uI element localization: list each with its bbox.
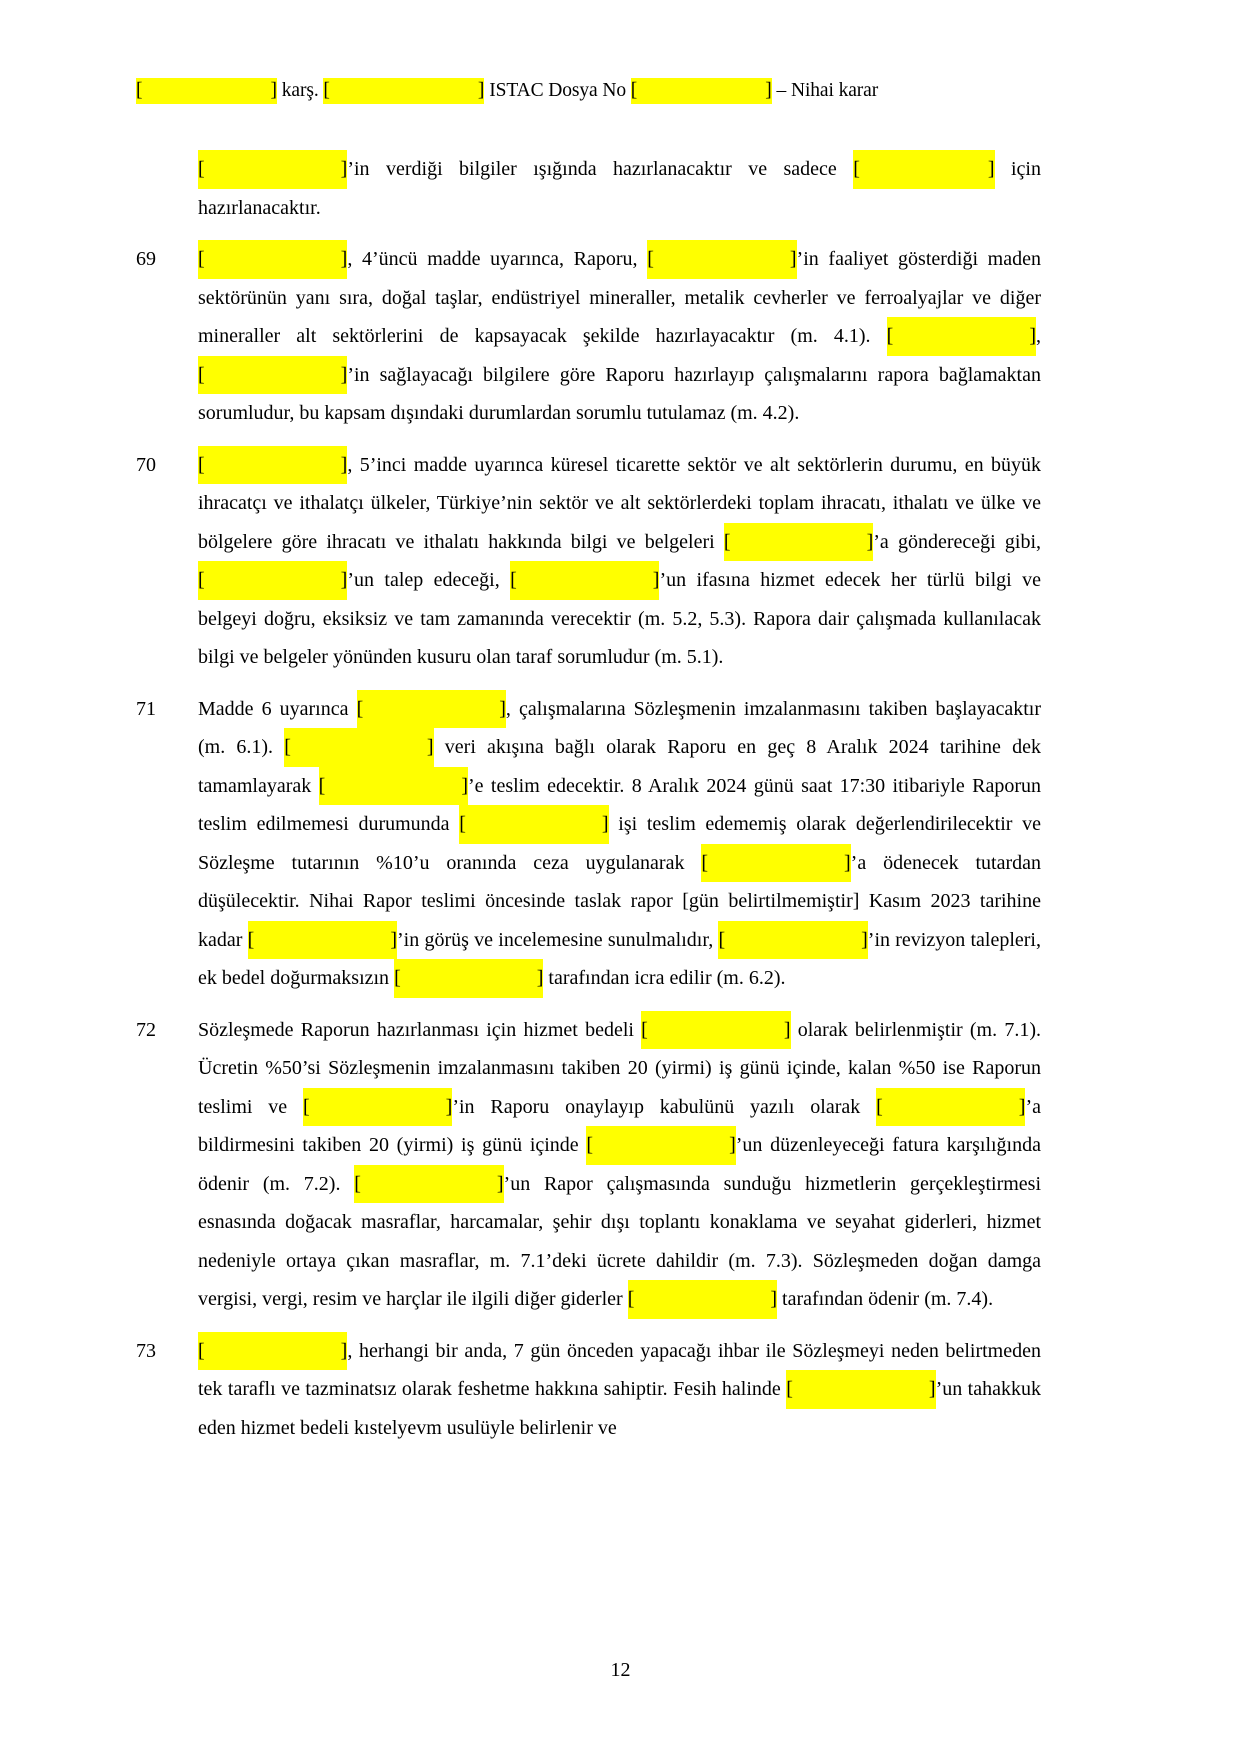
paragraph-text: ’in revizyon talepleri, ek bedel doğurmaksızın bbox=[198, 928, 1041, 989]
redacted-text: [ ] bbox=[701, 844, 850, 883]
running-header bbox=[136, 78, 1041, 104]
redacted-text: [ ] bbox=[853, 150, 994, 189]
paragraph-text: ’un Rapor çalışmasında sunduğu hizmetlerin gerçekleştirmesi esnasında doğacak masraflar, harcamalar, şehir dışı toplantı konaklama ve seyahat giderleri, hizmet nedeniyle ortaya çıkan masraflar, m. 7.1’deki ücrete dahildir (m. 7.3). Sözleşmeden doğan damga vergisi, vergi, resim ve harçlar ile ilgili diğer giderler bbox=[198, 1172, 1041, 1310]
paragraph-text: ’a göndereceği gibi, bbox=[873, 530, 1041, 553]
paragraph-text: karş. bbox=[277, 80, 324, 101]
paragraph-text: , bbox=[1036, 325, 1041, 347]
redacted-text: [ ] bbox=[198, 1332, 347, 1371]
redacted-text: [ ] bbox=[394, 959, 543, 998]
redacted-text: [ ] bbox=[198, 446, 347, 485]
paragraph-text: ’in faaliyet gösterdiği maden sektörünün yanı sıra, doğal taşlar, endüstriyel mineraller, metalik cevherler ve ferroalyajlar ve diğer mineraller alt sektörlerini de kapsayacak şekilde hazırlayacaktır (m. 4.1). bbox=[198, 248, 1041, 347]
paragraph-text: tarafından ödenir (m. 7.4). bbox=[777, 1288, 994, 1310]
paragraph-text: Madde 6 uyarınca bbox=[198, 697, 357, 720]
redacted-text: [ ] bbox=[647, 240, 796, 279]
redacted-text: [ ] bbox=[876, 1088, 1025, 1127]
redacted-text: [ ] bbox=[628, 1280, 777, 1319]
paragraph-text: ’a bildirmesini takiben 20 (yirmi) iş günü içinde bbox=[198, 1095, 1041, 1156]
paragraph-body bbox=[198, 446, 1041, 677]
paragraph-text: ’a ödenecek tutardan düşülecektir. Nihai Rapor teslimi öncesinde taslak rapor [gün belirtilmemiştir] Kasım 2023 tarihine kadar bbox=[198, 851, 1041, 951]
paragraph-number: 72 bbox=[136, 1018, 156, 1041]
paragraph-body bbox=[198, 1332, 1041, 1448]
redacted-text: [ ] bbox=[323, 78, 484, 104]
redacted-text: [ ] bbox=[319, 767, 468, 806]
redacted-text: [ ] bbox=[354, 1165, 503, 1204]
redacted-text: [ ] bbox=[284, 728, 433, 767]
paragraph-body bbox=[198, 690, 1041, 998]
redacted-text: [ ] bbox=[586, 1126, 735, 1165]
paragraph-number: 69 bbox=[136, 248, 156, 270]
paragraph-text: ’un ifasına hizmet edecek her türlü bilgi ve belgeyi doğru, eksiksiz ve tam zamanında verecektir (m. 5.2, 5.3). Rapora dair çalışmada kullanılacak bilgi ve belgeler yönünden kusuru olan taraf sorumludur (m. 5.1). bbox=[198, 569, 1041, 668]
paragraph-number: 71 bbox=[136, 697, 156, 720]
redacted-text: [ ] bbox=[631, 78, 772, 104]
paragraph-body bbox=[198, 240, 1041, 433]
redacted-text: [ ] bbox=[198, 240, 347, 279]
paragraph-text: işi teslim edememiş olarak değerlendirilecektir ve Sözleşme tutarının %10’u oranında ceza uygulanarak bbox=[198, 813, 1042, 874]
redacted-text: [ ] bbox=[303, 1088, 452, 1127]
paragraph-text: Sözleşmede Raporun hazırlanması için hizmet bedeli bbox=[198, 1018, 642, 1041]
paragraph-text: , 4’üncü madde uyarınca, Raporu, bbox=[347, 248, 648, 270]
paragraph-text: ISTAC Dosya No bbox=[484, 80, 631, 101]
paragraph-text: , 5’inci madde uyarınca küresel ticarette sektör ve alt sektörlerin durumu, en büyük ihracatçı ve ithalatçı ülkeler, Türkiye’nin sektör ve alt sektörlerdeki toplam ihracatı, ithalatı ve ülke ve bölgelere göre ihracatı ve ithalatı hakkında bilgi ve belgeleri bbox=[198, 453, 1041, 553]
paragraph-body bbox=[198, 150, 1041, 227]
page-number: 12 bbox=[610, 1659, 631, 1681]
paragraph-body bbox=[198, 1011, 1041, 1319]
redacted-text: [ ] bbox=[786, 1370, 935, 1409]
paragraph-text: ’in Raporu onaylayıp kabulünü yazılı olarak bbox=[452, 1095, 877, 1118]
redacted-text: [ ] bbox=[248, 921, 397, 960]
redacted-text: [ ] bbox=[357, 690, 506, 729]
redacted-text: [ ] bbox=[198, 150, 347, 189]
paragraph bbox=[136, 1332, 1041, 1448]
paragraph-text: ’in görüş ve incelemesine sunulmalıdır, bbox=[397, 928, 719, 951]
redacted-text: [ ] bbox=[198, 356, 347, 395]
paragraph-text: ’un talep edeceği, bbox=[347, 569, 511, 591]
paragraph-text: ’in verdiği bilgiler ışığında hazırlanacaktır ve sadece bbox=[347, 158, 854, 180]
paragraph-text: tarafından icra edilir (m. 6.2). bbox=[543, 967, 786, 989]
paragraph bbox=[136, 240, 1041, 433]
redacted-text: [ ] bbox=[510, 561, 659, 600]
paragraph-number: 70 bbox=[136, 453, 156, 476]
redacted-text: [ ] bbox=[724, 523, 873, 562]
redacted-text: [ ] bbox=[641, 1011, 790, 1050]
paragraph-text: , herhangi bir anda, 7 gün önceden yapacağı ihbar ile Sözleşmeyi neden belirtmeden tek taraflı ve tazminatsız olarak feshetme hakkına sahiptir. Fesih halinde bbox=[198, 1339, 1041, 1400]
paragraph-text: ’e teslim edecektir. 8 Aralık 2024 günü saat 17:30 itibariyle Raporun teslim edilmemesi durumunda bbox=[198, 774, 1041, 835]
paragraph-text: veri akışına bağlı olarak Raporu en geç 8 Aralık 2024 tarihine dek tamamlayarak bbox=[198, 736, 1041, 797]
paragraph bbox=[136, 446, 1041, 677]
paragraph bbox=[136, 1011, 1041, 1319]
paragraph-text: olarak belirlenmiştir (m. 7.1). Ücretin %50’si Sözleşmenin imzalanmasını takiben 20 (yirmi) iş günü içinde, kalan %50 ise Raporun teslimi ve bbox=[198, 1018, 1041, 1118]
redacted-text: [ ] bbox=[887, 317, 1036, 356]
paragraph-text: ’un tahakkuk eden hizmet bedeli kıstelyevm usulüyle belirlenir ve bbox=[198, 1378, 1041, 1439]
paragraph-text: , çalışmalarına Sözleşmenin imzalanmasını takiben başlayacaktır (m. 6.1). bbox=[198, 697, 1041, 758]
redacted-text: [ ] bbox=[459, 805, 608, 844]
paragraph bbox=[136, 690, 1041, 998]
paragraph bbox=[136, 150, 1041, 227]
redacted-text: [ ] bbox=[198, 561, 347, 600]
redacted-text: [ ] bbox=[136, 78, 277, 104]
document-body bbox=[136, 150, 1041, 1460]
paragraph-text: ’in sağlayacağı bilgilere göre Raporu hazırlayıp çalışmalarını rapora bağlamaktan sorumludur, bu kapsam dışındaki durumlardan sorumlu tutulamaz (m. 4.2). bbox=[198, 363, 1041, 424]
redacted-text: [ ] bbox=[718, 921, 867, 960]
paragraph-text: için hazırlanacaktır. bbox=[198, 158, 1041, 219]
paragraph-text: – Nihai karar bbox=[771, 80, 879, 101]
paragraph-number: 73 bbox=[136, 1339, 156, 1362]
paragraph-text: ’un düzenleyeceği fatura karşılığında ödenir (m. 7.2). bbox=[198, 1134, 1041, 1195]
